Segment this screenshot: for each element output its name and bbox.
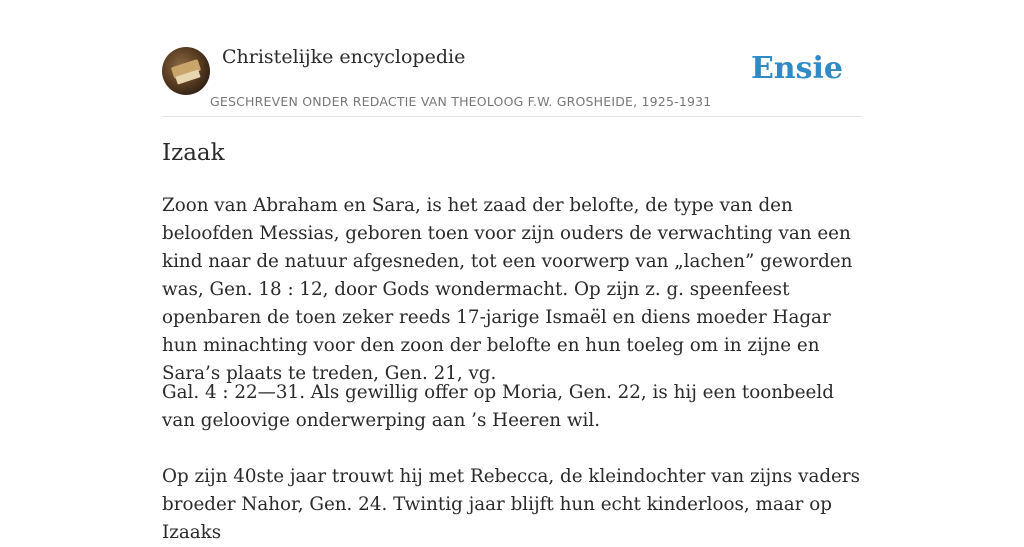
ensie-logo[interactable]: Ensie <box>750 51 843 86</box>
page-container <box>162 0 862 543</box>
article-paragraph: Zoon van Abraham en Sara, is het zaad der belofte, de type van den beloofden Messias, geboren toen voor zijn ouders de verwachting van een kind naar de natuur afgesneden, tot een voorwerp van „lachen” geworden was, Gen. 18 : 12, door Gods wondermacht. Op zijn z. g. speenfeest openbaren de toen zeker reeds 17-jarige Ismaël en diens moeder Hagar hun minachting voor den zoon der belofte en hun toeleg om in zijne en Sara’s plaats te treden, Gen. 21, vg. <box>162 195 853 384</box>
site-name[interactable]: Christelijke encyclopedie <box>222 46 466 68</box>
article-title: Izaak <box>162 140 225 166</box>
site-subtitle: GESCHREVEN ONDER REDACTIE VAN THEOLOOG F.W. GROSHEIDE, 1925-1931 <box>210 94 712 109</box>
site-header <box>162 0 862 117</box>
article-paragraph: Op zijn 40ste jaar trouwt hij met Rebecca, de kleindochter van zijns vaders broeder Nahor, Gen. 24. Twintig jaar blijft hun echt kinderloos, maar op Izaaks <box>162 466 860 543</box>
site-avatar[interactable] <box>162 47 210 95</box>
article-paragraph: Gal. 4 : 22—31. Als gewillig offer op Moria, Gen. 22, is hij een toonbeeld van geloovige onderwerping aan ’s Heeren wil. <box>162 382 834 431</box>
